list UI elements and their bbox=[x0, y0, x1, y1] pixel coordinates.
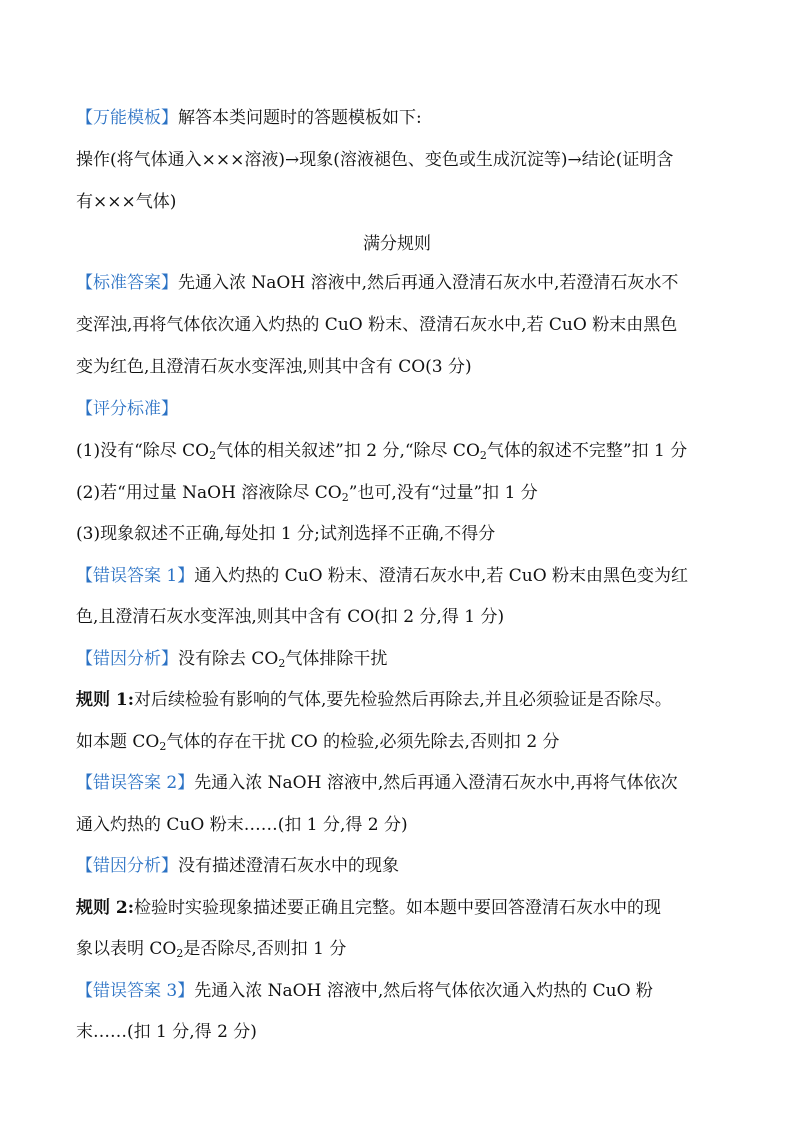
line-text: 通入灼热的 CuO 粉末……(扣 1 分,得 2 分) bbox=[76, 815, 408, 835]
subscript: 2 bbox=[278, 657, 286, 670]
line-text: 气体的相关叙述”扣 2 分,“除尽 CO bbox=[216, 441, 480, 461]
tag-label: 【错因分析】 bbox=[76, 649, 178, 669]
line-text: 气体的叙述不完整”扣 1 分 bbox=[486, 441, 688, 461]
subscript: 2 bbox=[341, 491, 349, 504]
error-analysis-1 bbox=[76, 648, 724, 670]
wrong-answer-3-line-1 bbox=[76, 980, 724, 1002]
line-text: 对后续检验有影响的气体,要先检验然后再除去,并且必须验证是否除尽。 bbox=[134, 690, 672, 710]
subscript: 2 bbox=[209, 449, 217, 462]
tag-label: 【标准答案】 bbox=[76, 273, 178, 293]
line-text: (2)若“用过量 NaOH 溶液除尽 CO bbox=[76, 483, 342, 503]
standard-answer-line-1 bbox=[76, 272, 724, 294]
subscript: 2 bbox=[479, 449, 487, 462]
wrong-answer-1-line-2 bbox=[76, 606, 724, 628]
line-text: 象以表明 CO bbox=[76, 939, 177, 959]
line-text: 有×××气体) bbox=[76, 192, 177, 212]
line-text: 先通入浓 NaOH 溶液中,然后再通入澄清石灰水中,再将气体依次 bbox=[194, 773, 678, 793]
standard-answer-line-3 bbox=[76, 356, 724, 378]
line-text: 气体排除干扰 bbox=[285, 649, 388, 669]
wrong-answer-3-line-2 bbox=[76, 1021, 724, 1043]
section-title bbox=[0, 233, 794, 255]
scoring-item-1 bbox=[76, 440, 724, 462]
line-text: 变为红色,且澄清石灰水变浑浊,则其中含有 CO(3 分) bbox=[76, 357, 472, 377]
line-text: 通入灼热的 CuO 粉末、澄清石灰水中,若 CuO 粉末由黑色变为红 bbox=[194, 566, 689, 586]
line-text: 操作(将气体通入×××溶液)→现象(溶液褪色、变色或生成沉淀等)→结论(证明含 bbox=[76, 150, 674, 170]
template-heading-line bbox=[76, 107, 724, 129]
section-title-text: 满分规则 bbox=[363, 234, 431, 254]
wrong-answer-2-line-1 bbox=[76, 772, 724, 794]
error-analysis-2 bbox=[76, 855, 724, 877]
rule-1-line-2 bbox=[76, 731, 724, 753]
rule-2-line-1 bbox=[76, 897, 724, 919]
standard-answer-line-2 bbox=[76, 314, 724, 336]
wrong-answer-1-line-1 bbox=[76, 565, 724, 587]
scoring-criteria-heading bbox=[76, 398, 724, 420]
rule-1-line-1 bbox=[76, 689, 724, 711]
line-text: 是否除尽,否则扣 1 分 bbox=[183, 939, 347, 959]
scoring-item-3 bbox=[76, 523, 724, 545]
line-text: 解答本类问题时的答题模板如下: bbox=[178, 108, 422, 128]
template-line-1 bbox=[76, 149, 724, 171]
wrong-answer-2-line-2 bbox=[76, 814, 724, 836]
line-text: 变浑浊,再将气体依次通入灼热的 CuO 粉末、澄清石灰水中,若 CuO 粉末由黑色 bbox=[76, 315, 678, 335]
tag-label: 【错误答案 3】 bbox=[76, 981, 195, 1001]
line-text: 色,且澄清石灰水变浑浊,则其中含有 CO(扣 2 分,得 1 分) bbox=[76, 607, 505, 627]
line-text: ”也可,没有“过量”扣 1 分 bbox=[348, 483, 538, 503]
template-line-2 bbox=[76, 191, 724, 213]
tag-label: 【错误答案 1】 bbox=[76, 566, 195, 586]
tag-label: 【评分标准】 bbox=[76, 399, 178, 419]
line-text: 末……(扣 1 分,得 2 分) bbox=[76, 1022, 257, 1042]
rule-2-line-2 bbox=[76, 938, 724, 960]
line-text: 如本题 CO bbox=[76, 732, 160, 752]
line-text: 气体的存在干扰 CO 的检验,必须先除去,否则扣 2 分 bbox=[166, 732, 560, 752]
line-text: 先通入浓 NaOH 溶液中,然后再通入澄清石灰水中,若澄清石灰水不 bbox=[178, 273, 679, 293]
line-text: 先通入浓 NaOH 溶液中,然后将气体依次通入灼热的 CuO 粉 bbox=[194, 981, 653, 1001]
line-text: (3)现象叙述不正确,每处扣 1 分;试剂选择不正确,不得分 bbox=[76, 524, 496, 544]
tag-label: 【错误答案 2】 bbox=[76, 773, 195, 793]
scoring-item-2 bbox=[76, 482, 724, 504]
rule-label: 规则 1: bbox=[76, 690, 135, 710]
line-text: 没有除去 CO bbox=[178, 649, 279, 669]
line-text: 没有描述澄清石灰水中的现象 bbox=[178, 856, 399, 876]
line-text: (1)没有“除尽 CO bbox=[76, 441, 210, 461]
rule-label: 规则 2: bbox=[76, 898, 135, 918]
subscript: 2 bbox=[176, 947, 184, 960]
line-text: 检验时实验现象描述要正确且完整。如本题中要回答澄清石灰水中的现 bbox=[134, 898, 662, 918]
tag-label: 【万能模板】 bbox=[76, 108, 178, 128]
tag-label: 【错因分析】 bbox=[76, 856, 178, 876]
subscript: 2 bbox=[159, 740, 167, 753]
